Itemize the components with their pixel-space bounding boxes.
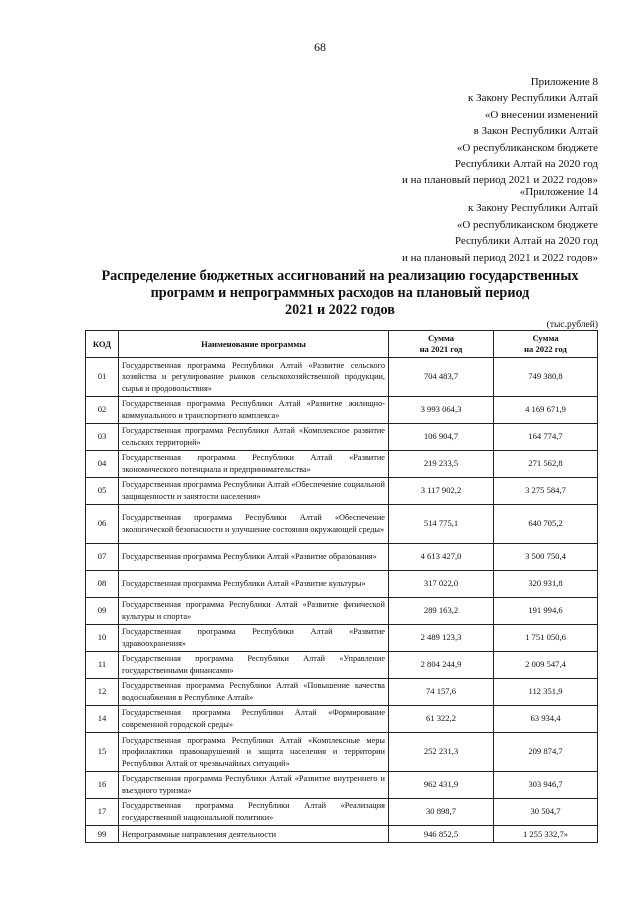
- appendix-original-line: и на плановый период 2021 и 2022 годов»: [401, 251, 598, 264]
- appendix-original-header: [402, 184, 598, 266]
- row-sum-2022: 271 562,8: [494, 451, 598, 478]
- appendix-header-line: «О республиканском бюджете: [456, 141, 598, 154]
- row-sum-2022: 30 504,7: [494, 799, 598, 826]
- row-program-name: Государственная программа Республики Алтай «Комплексные меры профилактики правонарушений и защита населения и территории Республики Алтай от чрезвычайных ситуаций»: [119, 733, 389, 772]
- header-sum-2022-line1: Сумма: [532, 333, 559, 343]
- appendix-original-line: «О республиканском бюджете: [456, 218, 598, 231]
- header-program-name: Наименование программы: [119, 331, 389, 358]
- row-sum-2021: 4 613 427,0: [389, 544, 494, 571]
- units-label: (тыс.рублей): [546, 320, 598, 330]
- row-program-name: Государственная программа Республики Алтай «Развитие культуры»: [119, 571, 389, 598]
- table-row: [86, 544, 598, 571]
- row-code: 99: [86, 826, 119, 843]
- row-code: 03: [86, 424, 119, 451]
- row-code: 15: [86, 733, 119, 772]
- document-title: [60, 268, 620, 319]
- row-program-name: Государственная программа Республики Алтай «Управление государственными финансами»: [119, 652, 389, 679]
- table-row: [86, 397, 598, 424]
- row-sum-2022: 112 351,9: [494, 679, 598, 706]
- row-sum-2022: 303 946,7: [494, 772, 598, 799]
- table-row: [86, 451, 598, 478]
- row-code: 16: [86, 772, 119, 799]
- row-sum-2021: 962 431,9: [389, 772, 494, 799]
- table-row: [86, 424, 598, 451]
- table-row: [86, 679, 598, 706]
- row-sum-2022: 3 275 584,7: [494, 478, 598, 505]
- row-code: 17: [86, 799, 119, 826]
- row-sum-2021: 2 489 123,3: [389, 625, 494, 652]
- row-code: 11: [86, 652, 119, 679]
- appendix-header: [402, 74, 598, 189]
- row-program-name: Государственная программа Республики Алтай «Развитие внутреннего и въездного туризма»: [119, 772, 389, 799]
- row-sum-2021: 946 852,5: [389, 826, 494, 843]
- budget-allocation-table: [85, 330, 598, 843]
- row-sum-2022: 209 874,7: [494, 733, 598, 772]
- row-sum-2021: 219 233,5: [389, 451, 494, 478]
- document-title-line: 2021 и 2022 годов: [285, 302, 395, 318]
- appendix-header-line: к Закону Республики Алтай: [468, 92, 598, 105]
- row-sum-2022: 4 169 671,9: [494, 397, 598, 424]
- row-sum-2021: 2 804 244,9: [389, 652, 494, 679]
- appendix-header-line: и на плановый период 2021 и 2022 годов»: [401, 174, 598, 187]
- row-program-name: Непрограммные направления деятельности: [119, 826, 389, 843]
- row-sum-2022: 749 380,8: [494, 358, 598, 397]
- row-sum-2022: 1 255 332,7»: [494, 826, 598, 843]
- row-code: 14: [86, 706, 119, 733]
- table-row: [86, 571, 598, 598]
- table-row: [86, 625, 598, 652]
- row-sum-2022: 2 009 547,4: [494, 652, 598, 679]
- row-code: 04: [86, 451, 119, 478]
- row-program-name: Государственная программа Республики Алтай «Развитие жилищно-коммунального и транспортного комплекса»: [119, 397, 389, 424]
- row-program-name: Государственная программа Республики Алтай «Обеспечение экологической безопасности и улучшение состояния окружающей среды»: [119, 505, 389, 544]
- table-row: [86, 733, 598, 772]
- row-code: 05: [86, 478, 119, 505]
- table-row: [86, 358, 598, 397]
- header-sum-2021: [389, 331, 494, 358]
- row-sum-2021: 30 898,7: [389, 799, 494, 826]
- row-code: 12: [86, 679, 119, 706]
- row-program-name: Государственная программа Республики Алтай «Реализация государственной национальной политики»: [119, 799, 389, 826]
- header-sum-2022-line2: на 2022 год: [524, 344, 567, 354]
- appendix-header-line: Приложение 8: [530, 76, 598, 88]
- row-sum-2022: 164 774,7: [494, 424, 598, 451]
- row-code: 10: [86, 625, 119, 652]
- appendix-header-line: «О внесении изменений: [484, 108, 598, 121]
- row-sum-2021: 3 993 064,3: [389, 397, 494, 424]
- appendix-original-line: к Закону Республики Алтай: [468, 202, 598, 215]
- row-program-name: Государственная программа Республики Алтай «Комплексное развитие сельских территорий»: [119, 424, 389, 451]
- row-sum-2022: 320 931,8: [494, 571, 598, 598]
- table-row: [86, 598, 598, 625]
- row-sum-2021: 61 322,2: [389, 706, 494, 733]
- row-program-name: Государственная программа Республики Алтай «Развитие физической культуры и спорта»: [119, 598, 389, 625]
- row-sum-2021: 106 904,7: [389, 424, 494, 451]
- row-program-name: Государственная программа Республики Алтай «Развитие образования»: [119, 544, 389, 571]
- row-program-name: Государственная программа Республики Алтай «Развитие сельского хозяйства и регулирование рынков сельскохозяйственной продукции, сырья и продовольствия»: [119, 358, 389, 397]
- header-sum-2021-line2: на 2021 год: [419, 344, 463, 354]
- row-code: 08: [86, 571, 119, 598]
- table-row: [86, 652, 598, 679]
- row-program-name: Государственная программа Республики Алтай «Формирование современной городской среды»: [119, 706, 389, 733]
- page-number: 68: [314, 40, 326, 54]
- row-program-name: Государственная программа Республики Алтай «Обеспечение социальной защищенности и занятости населения»: [119, 478, 389, 505]
- appendix-header-line: Республики Алтай на 2020 год: [454, 158, 598, 171]
- row-sum-2022: 63 934,4: [494, 706, 598, 733]
- header-sum-2022: [494, 331, 598, 358]
- appendix-header-line: в Закон Республики Алтай: [473, 125, 598, 138]
- document-title-line: Распределение бюджетных ассигнований на реализацию государственных: [101, 268, 579, 284]
- table-header-row: [86, 331, 598, 358]
- row-sum-2022: 191 994,6: [494, 598, 598, 625]
- row-sum-2021: 514 775,1: [389, 505, 494, 544]
- row-code: 02: [86, 397, 119, 424]
- row-code: 06: [86, 505, 119, 544]
- table-row: [86, 706, 598, 733]
- document-title-line: программ и непрограммных расходов на плановый период: [150, 285, 530, 301]
- row-sum-2022: 3 500 750,4: [494, 544, 598, 571]
- header-sum-2021-line1: Сумма: [427, 333, 455, 343]
- row-sum-2021: 252 231,3: [389, 733, 494, 772]
- table-row: [86, 478, 598, 505]
- row-sum-2021: 704 483,7: [389, 358, 494, 397]
- row-program-name: Государственная программа Республики Алтай «Развитие экономического потенциала и предпринимательства»: [119, 451, 389, 478]
- row-sum-2022: 640 705,2: [494, 505, 598, 544]
- row-program-name: Государственная программа Республики Алтай «Развитие здравоохранения»: [119, 625, 389, 652]
- table-row: [86, 505, 598, 544]
- row-sum-2021: 289 163,2: [389, 598, 494, 625]
- row-sum-2022: 1 751 050,6: [494, 625, 598, 652]
- row-code: 07: [86, 544, 119, 571]
- table-row: [86, 799, 598, 826]
- row-sum-2021: 3 117 902,2: [389, 478, 494, 505]
- row-program-name: Государственная программа Республики Алтай «Повышение качества водоснабжения в Республике Алтай»: [119, 679, 389, 706]
- row-code: 09: [86, 598, 119, 625]
- row-code: 01: [86, 358, 119, 397]
- appendix-original-line: «Приложение 14: [519, 186, 598, 198]
- row-sum-2021: 317 022,0: [389, 571, 494, 598]
- table-row: [86, 826, 598, 843]
- table-row: [86, 772, 598, 799]
- appendix-original-line: Республики Алтай на 2020 год: [454, 235, 598, 248]
- header-code: КОД: [86, 331, 119, 358]
- row-sum-2021: 74 157,6: [389, 679, 494, 706]
